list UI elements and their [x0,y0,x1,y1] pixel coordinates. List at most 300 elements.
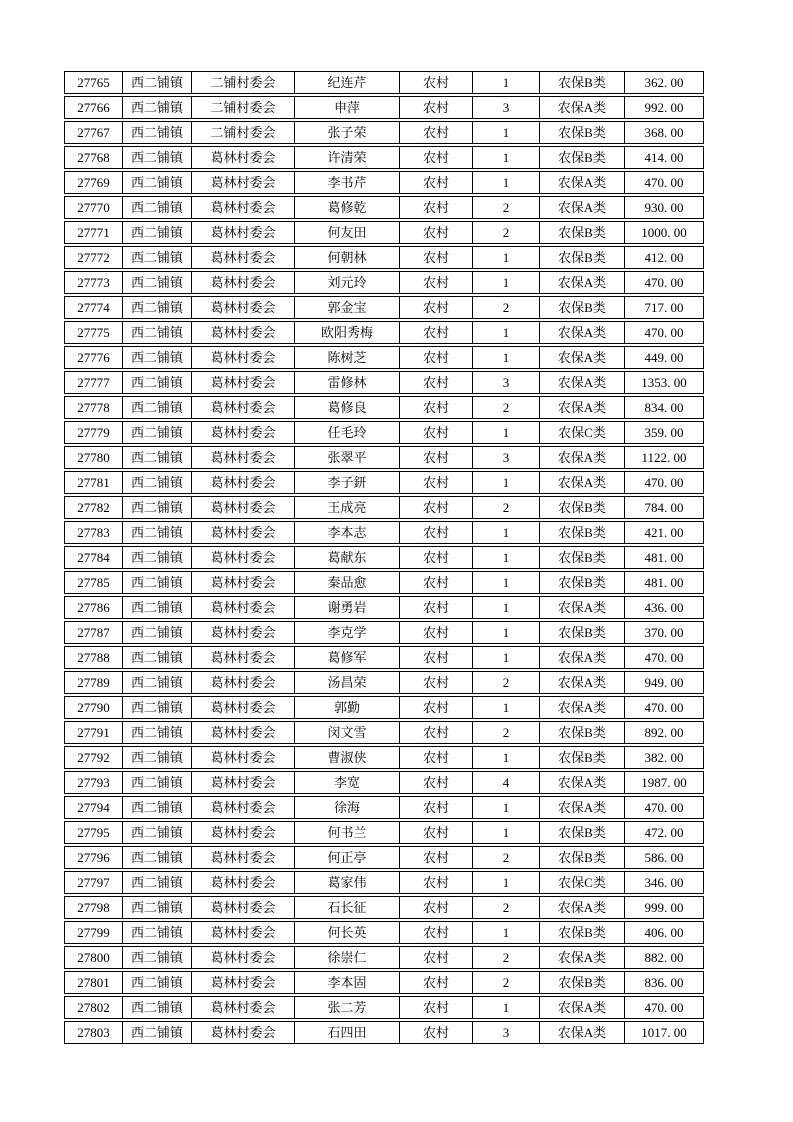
cell-town: 西二铺镇 [122,247,191,268]
cell-insurance-category: 农保C类 [539,872,624,893]
cell-person-name: 石长征 [294,897,399,918]
cell-person-count: 2 [472,497,539,518]
cell-serial-number: 27783 [77,525,110,540]
cell-residence-type: 农村 [399,397,472,418]
cell-town: 西二铺镇 [122,997,191,1018]
cell-village-committee: 葛林村委会 [191,222,294,243]
cell-insurance-category: 农保B类 [539,247,624,268]
cell-amount: 882. 00 [624,947,703,968]
cell-person-name: 徐崇仁 [294,947,399,968]
cell-serial-number: 27765 [77,75,110,90]
cell-person-count: 1 [472,697,539,718]
cell-residence-type: 农村 [399,872,472,893]
table-row [64,996,704,1019]
cell-serial-number: 27800 [77,950,110,965]
cell-insurance-category: 农保A类 [539,597,624,618]
cell-residence-type: 农村 [399,197,472,218]
cell-person-count: 3 [472,447,539,468]
cell-village-committee: 葛林村委会 [191,847,294,868]
cell-town: 西二铺镇 [122,872,191,893]
cell-serial-number: 27797 [77,875,110,890]
cell-serial-number: 27777 [77,375,110,390]
cell-serial-number: 27773 [77,275,110,290]
cell-insurance-category: 农保A类 [539,772,624,793]
cell-amount: 470. 00 [624,322,703,343]
cell-person-count: 1 [472,522,539,543]
cell-person-count: 2 [472,722,539,743]
cell-person-name: 秦品愈 [294,572,399,593]
cell-person-count: 1 [472,122,539,143]
cell-residence-type: 农村 [399,672,472,693]
cell-person-name: 汤昌荣 [294,672,399,693]
cell-person-count: 2 [472,672,539,693]
cell-amount: 362. 00 [624,72,703,93]
cell-person-name: 陈树芝 [294,347,399,368]
cell-person-count: 2 [472,972,539,993]
cell-insurance-category: 农保A类 [539,997,624,1018]
cell-residence-type: 农村 [399,97,472,118]
cell-amount: 470. 00 [624,647,703,668]
cell-town: 西二铺镇 [122,922,191,943]
cell-town: 西二铺镇 [122,822,191,843]
cell-village-committee: 葛林村委会 [191,422,294,443]
cell-person-count: 2 [472,222,539,243]
cell-person-name: 王成亮 [294,497,399,518]
cell-person-count: 1 [472,597,539,618]
cell-person-name: 刘元玲 [294,272,399,293]
cell-person-name: 何正亭 [294,847,399,868]
table-row [64,771,704,794]
cell-village-committee: 葛林村委会 [191,347,294,368]
table-row [64,396,704,419]
cell-person-count: 2 [472,947,539,968]
cell-insurance-category: 农保B类 [539,822,624,843]
table-row [64,496,704,519]
cell-town: 西二铺镇 [122,1022,191,1043]
cell-town: 西二铺镇 [122,972,191,993]
cell-residence-type: 农村 [399,597,472,618]
cell-insurance-category: 农保A类 [539,97,624,118]
table-row [64,721,704,744]
cell-amount: 836. 00 [624,972,703,993]
cell-person-count: 1 [472,922,539,943]
cell-serial-number: 27775 [77,325,110,340]
cell-person-count: 3 [472,1022,539,1043]
cell-amount: 346. 00 [624,872,703,893]
cell-person-name: 郭金宝 [294,297,399,318]
table-row [64,421,704,444]
cell-residence-type: 农村 [399,472,472,493]
cell-person-name: 欧阳秀梅 [294,322,399,343]
cell-insurance-category: 农保A类 [539,197,624,218]
cell-residence-type: 农村 [399,322,472,343]
table-row [64,946,704,969]
cell-amount: 436. 00 [624,597,703,618]
cell-person-name: 任毛玲 [294,422,399,443]
cell-person-count: 1 [472,322,539,343]
cell-residence-type: 农村 [399,147,472,168]
cell-person-name: 何朝林 [294,247,399,268]
cell-person-name: 徐海 [294,797,399,818]
cell-town: 西二铺镇 [122,797,191,818]
cell-insurance-category: 农保B类 [539,847,624,868]
cell-insurance-category: 农保C类 [539,422,624,443]
cell-person-name: 曹淑侠 [294,747,399,768]
cell-person-count: 1 [472,797,539,818]
cell-serial-number: 27768 [77,150,110,165]
cell-amount: 586. 00 [624,847,703,868]
cell-amount: 470. 00 [624,172,703,193]
cell-residence-type: 农村 [399,622,472,643]
cell-insurance-category: 农保A类 [539,447,624,468]
table-row [64,1021,704,1044]
cell-village-committee: 葛林村委会 [191,372,294,393]
cell-residence-type: 农村 [399,772,472,793]
cell-serial-number: 27801 [77,975,110,990]
cell-person-name: 谢勇岩 [294,597,399,618]
cell-residence-type: 农村 [399,1022,472,1043]
cell-amount: 834. 00 [624,397,703,418]
cell-person-name: 李宽 [294,772,399,793]
cell-town: 西二铺镇 [122,297,191,318]
table-row [64,371,704,394]
table-row [64,346,704,369]
cell-town: 西二铺镇 [122,672,191,693]
cell-person-count: 3 [472,372,539,393]
cell-residence-type: 农村 [399,372,472,393]
cell-amount: 1000. 00 [624,222,703,243]
cell-village-committee: 葛林村委会 [191,322,294,343]
cell-residence-type: 农村 [399,572,472,593]
cell-town: 西二铺镇 [122,722,191,743]
cell-residence-type: 农村 [399,297,472,318]
cell-person-name: 葛修军 [294,647,399,668]
table-row [64,96,704,119]
cell-residence-type: 农村 [399,347,472,368]
table-row [64,221,704,244]
cell-town: 西二铺镇 [122,322,191,343]
cell-insurance-category: 农保A类 [539,347,624,368]
cell-amount: 421. 00 [624,522,703,543]
cell-amount: 359. 00 [624,422,703,443]
cell-person-name: 何长英 [294,922,399,943]
cell-residence-type: 农村 [399,797,472,818]
table-row [64,271,704,294]
cell-village-committee: 葛林村委会 [191,997,294,1018]
cell-village-committee: 葛林村委会 [191,747,294,768]
table-row [64,646,704,669]
cell-insurance-category: 农保A类 [539,172,624,193]
cell-village-committee: 葛林村委会 [191,897,294,918]
cell-amount: 412. 00 [624,247,703,268]
cell-village-committee: 二铺村委会 [191,97,294,118]
cell-amount: 470. 00 [624,272,703,293]
table-row [64,596,704,619]
cell-town: 西二铺镇 [122,572,191,593]
cell-person-count: 1 [472,747,539,768]
cell-serial-number: 27785 [77,575,110,590]
table-row [64,696,704,719]
cell-village-committee: 葛林村委会 [191,722,294,743]
cell-insurance-category: 农保A类 [539,697,624,718]
cell-insurance-category: 农保B类 [539,747,624,768]
cell-person-count: 1 [472,347,539,368]
cell-serial-number: 27779 [77,425,110,440]
cell-person-name: 何书兰 [294,822,399,843]
cell-village-committee: 葛林村委会 [191,797,294,818]
cell-residence-type: 农村 [399,72,472,93]
cell-residence-type: 农村 [399,822,472,843]
cell-town: 西二铺镇 [122,522,191,543]
table-row [64,71,704,94]
cell-village-committee: 葛林村委会 [191,622,294,643]
cell-town: 西二铺镇 [122,272,191,293]
cell-amount: 382. 00 [624,747,703,768]
cell-person-name: 许清荣 [294,147,399,168]
cell-person-count: 1 [472,147,539,168]
cell-insurance-category: 农保B类 [539,222,624,243]
cell-amount: 999. 00 [624,897,703,918]
cell-serial-number: 27781 [77,475,110,490]
cell-amount: 368. 00 [624,122,703,143]
cell-residence-type: 农村 [399,422,472,443]
cell-person-count: 1 [472,547,539,568]
cell-residence-type: 农村 [399,547,472,568]
cell-person-count: 1 [472,272,539,293]
cell-person-count: 1 [472,822,539,843]
cell-amount: 930. 00 [624,197,703,218]
cell-town: 西二铺镇 [122,97,191,118]
cell-amount: 1017. 00 [624,1022,703,1043]
cell-village-committee: 葛林村委会 [191,647,294,668]
cell-serial-number: 27780 [77,450,110,465]
cell-insurance-category: 农保B类 [539,297,624,318]
cell-insurance-category: 农保A类 [539,797,624,818]
cell-insurance-category: 农保B类 [539,497,624,518]
cell-person-name: 李书芹 [294,172,399,193]
cell-person-name: 张子荣 [294,122,399,143]
cell-person-count: 2 [472,197,539,218]
cell-town: 西二铺镇 [122,772,191,793]
cell-serial-number: 27784 [77,550,110,565]
cell-serial-number: 27782 [77,500,110,515]
cell-amount: 992. 00 [624,97,703,118]
cell-person-name: 李子鈃 [294,472,399,493]
cell-serial-number: 27794 [77,800,110,815]
cell-insurance-category: 农保B类 [539,722,624,743]
cell-village-committee: 葛林村委会 [191,522,294,543]
table-row [64,296,704,319]
cell-insurance-category: 农保A类 [539,897,624,918]
table-row [64,921,704,944]
cell-town: 西二铺镇 [122,447,191,468]
cell-residence-type: 农村 [399,747,472,768]
cell-serial-number: 27778 [77,400,110,415]
cell-person-count: 2 [472,397,539,418]
cell-insurance-category: 农保A类 [539,322,624,343]
cell-residence-type: 农村 [399,122,472,143]
cell-serial-number: 27791 [77,725,110,740]
cell-serial-number: 27790 [77,700,110,715]
cell-serial-number: 27793 [77,775,110,790]
table-row [64,321,704,344]
cell-person-count: 1 [472,247,539,268]
cell-village-committee: 二铺村委会 [191,122,294,143]
cell-person-name: 李克学 [294,622,399,643]
cell-village-committee: 葛林村委会 [191,972,294,993]
cell-person-count: 1 [472,72,539,93]
cell-residence-type: 农村 [399,447,472,468]
cell-residence-type: 农村 [399,922,472,943]
table-row [64,796,704,819]
cell-person-count: 1 [472,472,539,493]
cell-serial-number: 27799 [77,925,110,940]
cell-insurance-category: 农保A类 [539,947,624,968]
cell-town: 西二铺镇 [122,847,191,868]
cell-person-count: 1 [472,572,539,593]
cell-village-committee: 葛林村委会 [191,772,294,793]
table-row [64,121,704,144]
cell-residence-type: 农村 [399,847,472,868]
cell-serial-number: 27798 [77,900,110,915]
cell-insurance-category: 农保A类 [539,647,624,668]
table-row [64,871,704,894]
cell-person-count: 2 [472,897,539,918]
cell-insurance-category: 农保B类 [539,547,624,568]
cell-serial-number: 27771 [77,225,110,240]
cell-residence-type: 农村 [399,972,472,993]
cell-town: 西二铺镇 [122,397,191,418]
cell-town: 西二铺镇 [122,697,191,718]
cell-person-name: 纪连芹 [294,72,399,93]
cell-amount: 1353. 00 [624,372,703,393]
cell-village-committee: 葛林村委会 [191,247,294,268]
cell-person-name: 郭勤 [294,697,399,718]
cell-residence-type: 农村 [399,697,472,718]
cell-insurance-category: 农保B类 [539,572,624,593]
cell-serial-number: 27772 [77,250,110,265]
cell-person-name: 葛修乾 [294,197,399,218]
cell-person-count: 4 [472,772,539,793]
cell-village-committee: 葛林村委会 [191,147,294,168]
cell-serial-number: 27789 [77,675,110,690]
cell-amount: 481. 00 [624,547,703,568]
cell-town: 西二铺镇 [122,147,191,168]
pension-table [64,71,704,1044]
cell-person-count: 2 [472,297,539,318]
cell-town: 西二铺镇 [122,597,191,618]
cell-residence-type: 农村 [399,222,472,243]
cell-amount: 949. 00 [624,672,703,693]
cell-person-count: 1 [472,622,539,643]
cell-residence-type: 农村 [399,997,472,1018]
cell-person-count: 3 [472,97,539,118]
cell-insurance-category: 农保A类 [539,1022,624,1043]
table-row [64,246,704,269]
cell-person-name: 何友田 [294,222,399,243]
cell-town: 西二铺镇 [122,372,191,393]
cell-insurance-category: 农保A类 [539,672,624,693]
cell-town: 西二铺镇 [122,172,191,193]
table-row [64,146,704,169]
cell-village-committee: 葛林村委会 [191,297,294,318]
cell-serial-number: 27787 [77,625,110,640]
cell-village-committee: 葛林村委会 [191,947,294,968]
cell-person-name: 闵文雪 [294,722,399,743]
cell-village-committee: 葛林村委会 [191,572,294,593]
cell-serial-number: 27770 [77,200,110,215]
table-row [64,446,704,469]
cell-serial-number: 27795 [77,825,110,840]
table-row [64,821,704,844]
cell-town: 西二铺镇 [122,497,191,518]
cell-amount: 1987. 00 [624,772,703,793]
cell-person-name: 雷修林 [294,372,399,393]
cell-town: 西二铺镇 [122,947,191,968]
cell-village-committee: 二铺村委会 [191,72,294,93]
cell-village-committee: 葛林村委会 [191,1022,294,1043]
cell-serial-number: 27796 [77,850,110,865]
table-row [64,571,704,594]
cell-person-name: 张二芳 [294,997,399,1018]
cell-insurance-category: 农保B类 [539,147,624,168]
cell-village-committee: 葛林村委会 [191,822,294,843]
cell-insurance-category: 农保B类 [539,122,624,143]
table-row [64,171,704,194]
cell-person-name: 李本志 [294,522,399,543]
cell-town: 西二铺镇 [122,547,191,568]
cell-person-name: 葛家伟 [294,872,399,893]
cell-village-committee: 葛林村委会 [191,447,294,468]
cell-person-count: 1 [472,997,539,1018]
cell-insurance-category: 农保B类 [539,922,624,943]
cell-amount: 449. 00 [624,347,703,368]
cell-person-name: 张翠平 [294,447,399,468]
cell-town: 西二铺镇 [122,622,191,643]
table-row [64,971,704,994]
cell-amount: 470. 00 [624,697,703,718]
cell-serial-number: 27786 [77,600,110,615]
table-row [64,846,704,869]
cell-residence-type: 农村 [399,497,472,518]
cell-insurance-category: 农保B类 [539,972,624,993]
cell-amount: 892. 00 [624,722,703,743]
table-row [64,546,704,569]
cell-town: 西二铺镇 [122,897,191,918]
cell-insurance-category: 农保A类 [539,372,624,393]
cell-insurance-category: 农保B类 [539,522,624,543]
cell-town: 西二铺镇 [122,647,191,668]
cell-residence-type: 农村 [399,272,472,293]
cell-amount: 784. 00 [624,497,703,518]
cell-serial-number: 27774 [77,300,110,315]
cell-village-committee: 葛林村委会 [191,397,294,418]
cell-amount: 470. 00 [624,472,703,493]
cell-residence-type: 农村 [399,722,472,743]
cell-village-committee: 葛林村委会 [191,272,294,293]
cell-amount: 370. 00 [624,622,703,643]
cell-person-count: 1 [472,422,539,443]
cell-insurance-category: 农保B类 [539,72,624,93]
cell-village-committee: 葛林村委会 [191,197,294,218]
cell-amount: 406. 00 [624,922,703,943]
cell-insurance-category: 农保A类 [539,472,624,493]
table-row [64,521,704,544]
cell-village-committee: 葛林村委会 [191,172,294,193]
cell-town: 西二铺镇 [122,72,191,93]
cell-person-count: 1 [472,172,539,193]
cell-town: 西二铺镇 [122,422,191,443]
